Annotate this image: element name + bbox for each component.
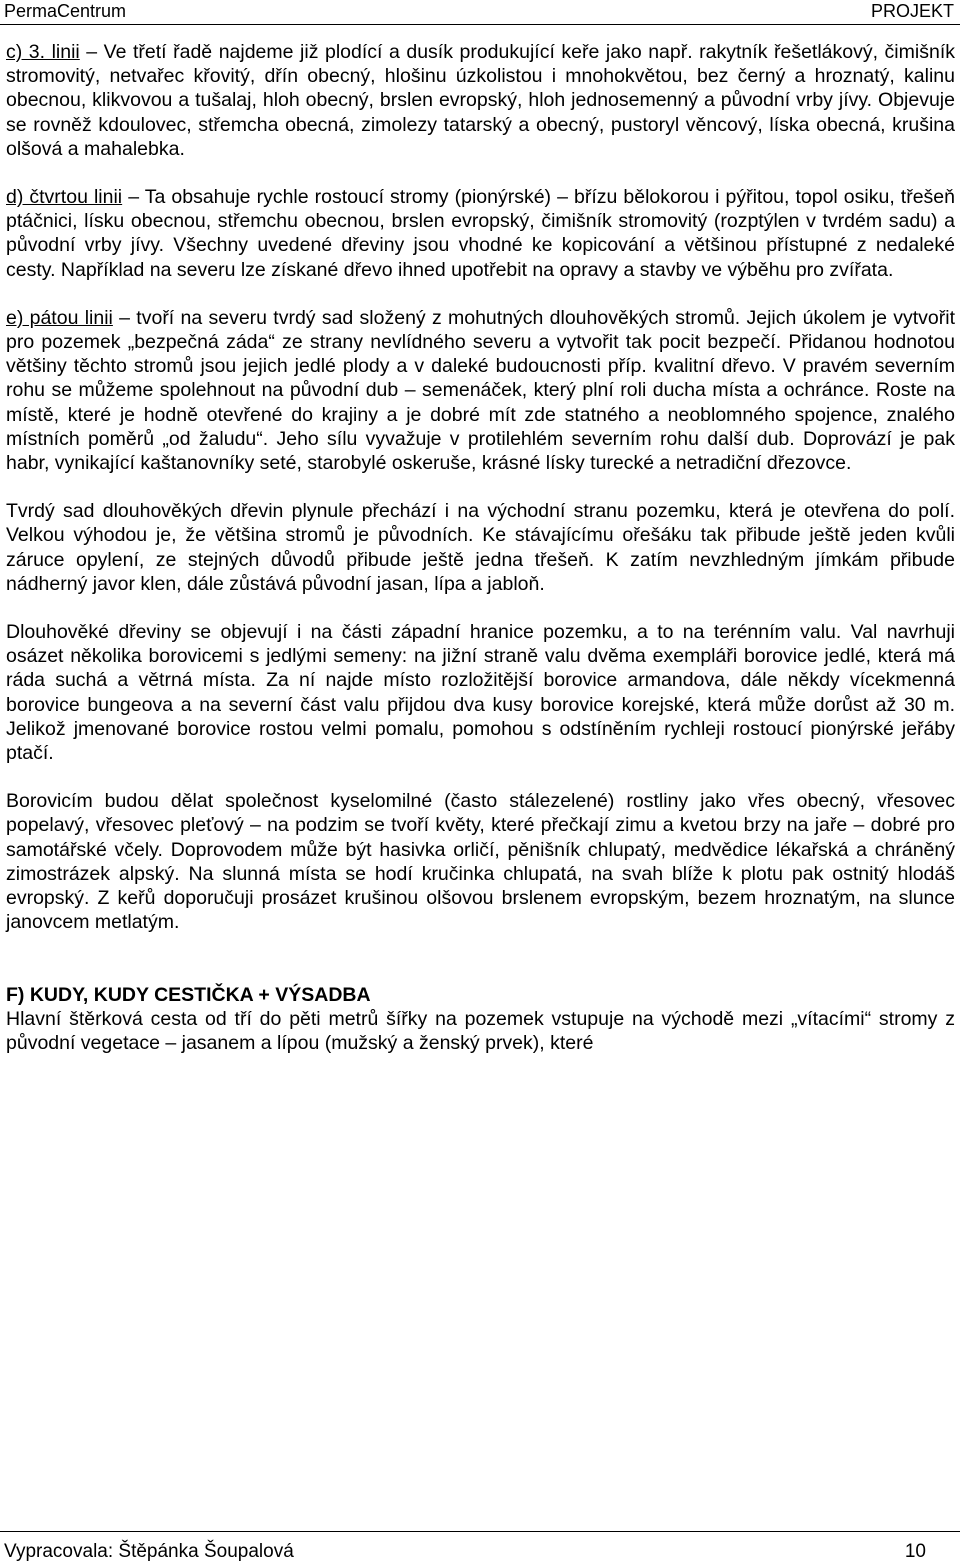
paragraph-c-label: c) 3. linii: [6, 41, 80, 63]
spacer: [6, 475, 955, 499]
page-footer: [0, 1531, 960, 1565]
paragraph-d-label: d) čtvrtou linii: [6, 186, 123, 209]
paragraph-e-label: e) pátou linii: [6, 306, 113, 329]
header-divider: [0, 24, 960, 25]
paragraph-d-text: – Ta obsahuje rychle rostoucí stromy (pionýrské) – břízu bělokorou i pýřitou, topol osiku, třešeň ptáčnici, lísku obecnou, střemchu obecnou, brslen evropský, čimišník stromovitý (rozptýlen v tvrdém sadu) a původní vrby jívy. Všechny uvedené dřeviny jsou vhodné ke kopicování a většinou přístupné z nedaleké cesty. Například na severu lze získané dřevo ihned upotřebit na opravy a stavby ve výběhu pro zvířata.: [6, 186, 955, 281]
header-left-title: PermaCentrum: [4, 1, 127, 21]
paragraph-e-text: – tvoří na severu tvrdý sad složený z mohutných dlouhověkých stromů. Jejich úkolem je vytvořit pro pozemek „bezpečná záda“ ze strany nevlídného severu a vytvořit tak pocit bezpečí. Přidanou hodnotou většiny těchto stromů jsou jejich jedlé plody a v daleké budoucnosti příp. kvalitní dřevo. V pravém severním rohu se můžeme spolehnout na původní dub – semenáček, který plní roli ducha místa a ochránce. Roste na místě, které je hodně otevřené do krajiny a je dobré mít zde statného a neoblomného spojence, znalého místních poměrů „od žaludu“. Jeho sílu vyvažuje v protilehlém severním rohu další dub. Doprovází je pak habr, vynikající kaštanovníky seté, starobylé oskeruše, krásné lísky turecké a netradiční dřezovce.: [6, 306, 955, 475]
page-header: [0, 0, 960, 24]
paragraph-acidophilous-plants: Borovicím budou dělat společnost kyselomilné (často stálezelené) rostliny jako vřes obecný, vřesovec popelavý, vřesovec pleťový – na podzim se tvoří květy, které přečkají zimu a kvetou brzy na jaře – dobré pro samotářské včely. Doprovodem může být hasivka orličí, pěnišník chlupatý, medvědice lékařská a chráněný zimostrázek alpský. Na slunná místa se hodí kručinka chlupatá, na svah blíže k plotu pak ostnitý hlodáš evropský. Z keřů doporučuji prosázet krušinou olšovou brslenem evropským, bezem hroznatým, na slunce janovcem metlatým.: [6, 790, 955, 934]
header-right-title: PROJEKT: [870, 1, 954, 21]
spacer: [6, 959, 955, 983]
spacer: [6, 282, 955, 306]
paragraph-d: [6, 185, 955, 282]
paragraph-e: [6, 306, 955, 475]
paragraph-hard-orchard: Tvrdý sad dlouhověkých dřevin plynule přechází i na východní stranu pozemku, která je otevřena do polí. Velkou výhodou je, že většina stromů je původních. Ke stávajícímu ořešáku tak přibude ještě jeden kvůli záruce opylení, ze stejných důvodů přibude ještě jedna třešeň. K zatím nevzhledným jímkám přibude nádherný javor klen, dále zůstává původní jasan, lípa a jabloň.: [6, 500, 955, 595]
spacer: [6, 765, 955, 789]
section-heading: F) KUDY, KUDY CESTIČKA + VÝSADBA: [6, 983, 371, 1006]
paragraph-c: [6, 40, 955, 161]
spacer: [6, 596, 955, 620]
spacer: [6, 935, 955, 959]
footer-divider: [0, 1531, 960, 1532]
paragraph-main-path: Hlavní štěrková cesta od tří do pěti metrů šířky na pozemek vstupuje na východě mezi „vítacími“ stromy z původní vegetace – jasanem a lípou (mužský a ženský prvek), které: [6, 1007, 955, 1054]
paragraph-c-text: – Ve třetí řadě najdeme již plodící a dusík produkující keře jako např. rakytník řešetlákový, čimišník stromovitý, netvařec křovitý, dřín obecný, hlošinu úzkolistou i mnohokvětou, bez černý a hroznatý, kalinu obecnou, klikvovou a tušalaj, hloh obecný, brslen evropský, hloh jednosemenný a původní vrby jívy. Objevuje se rovněž kdoulovec, střemcha obecná, zimolezy tatarský a obecný, pustoryl věncový, líska obecná, krušina olšová a mahalebka.: [6, 41, 955, 160]
document-body: [6, 40, 955, 1055]
page-number: 10: [904, 1541, 926, 1562]
footer-author: Vypracovala: Štěpánka Šoupalová: [4, 1541, 294, 1562]
spacer: [6, 161, 955, 185]
paragraph-western-border: Dlouhověké dřeviny se objevují i na části západní hranice pozemku, a to na terénním valu. Val navrhuji osázet několika borovicemi s jedlými semeny: na jižní straně valu dvěma exempláři borovice jedlé, která má ráda suchá a větrná místa. Za ní najde místo rozložitější borovice armandova, dále někdy vícekmenná borovice bungeova a na severní část valu přijdou dva kusy borovice korejské, která může dorůst až 30 m. Jelikož jmenované borovice rostou velmi pomalu, pomohou s odstíněním rychleji rostoucí pionýrské jeřáby ptačí.: [6, 621, 955, 765]
